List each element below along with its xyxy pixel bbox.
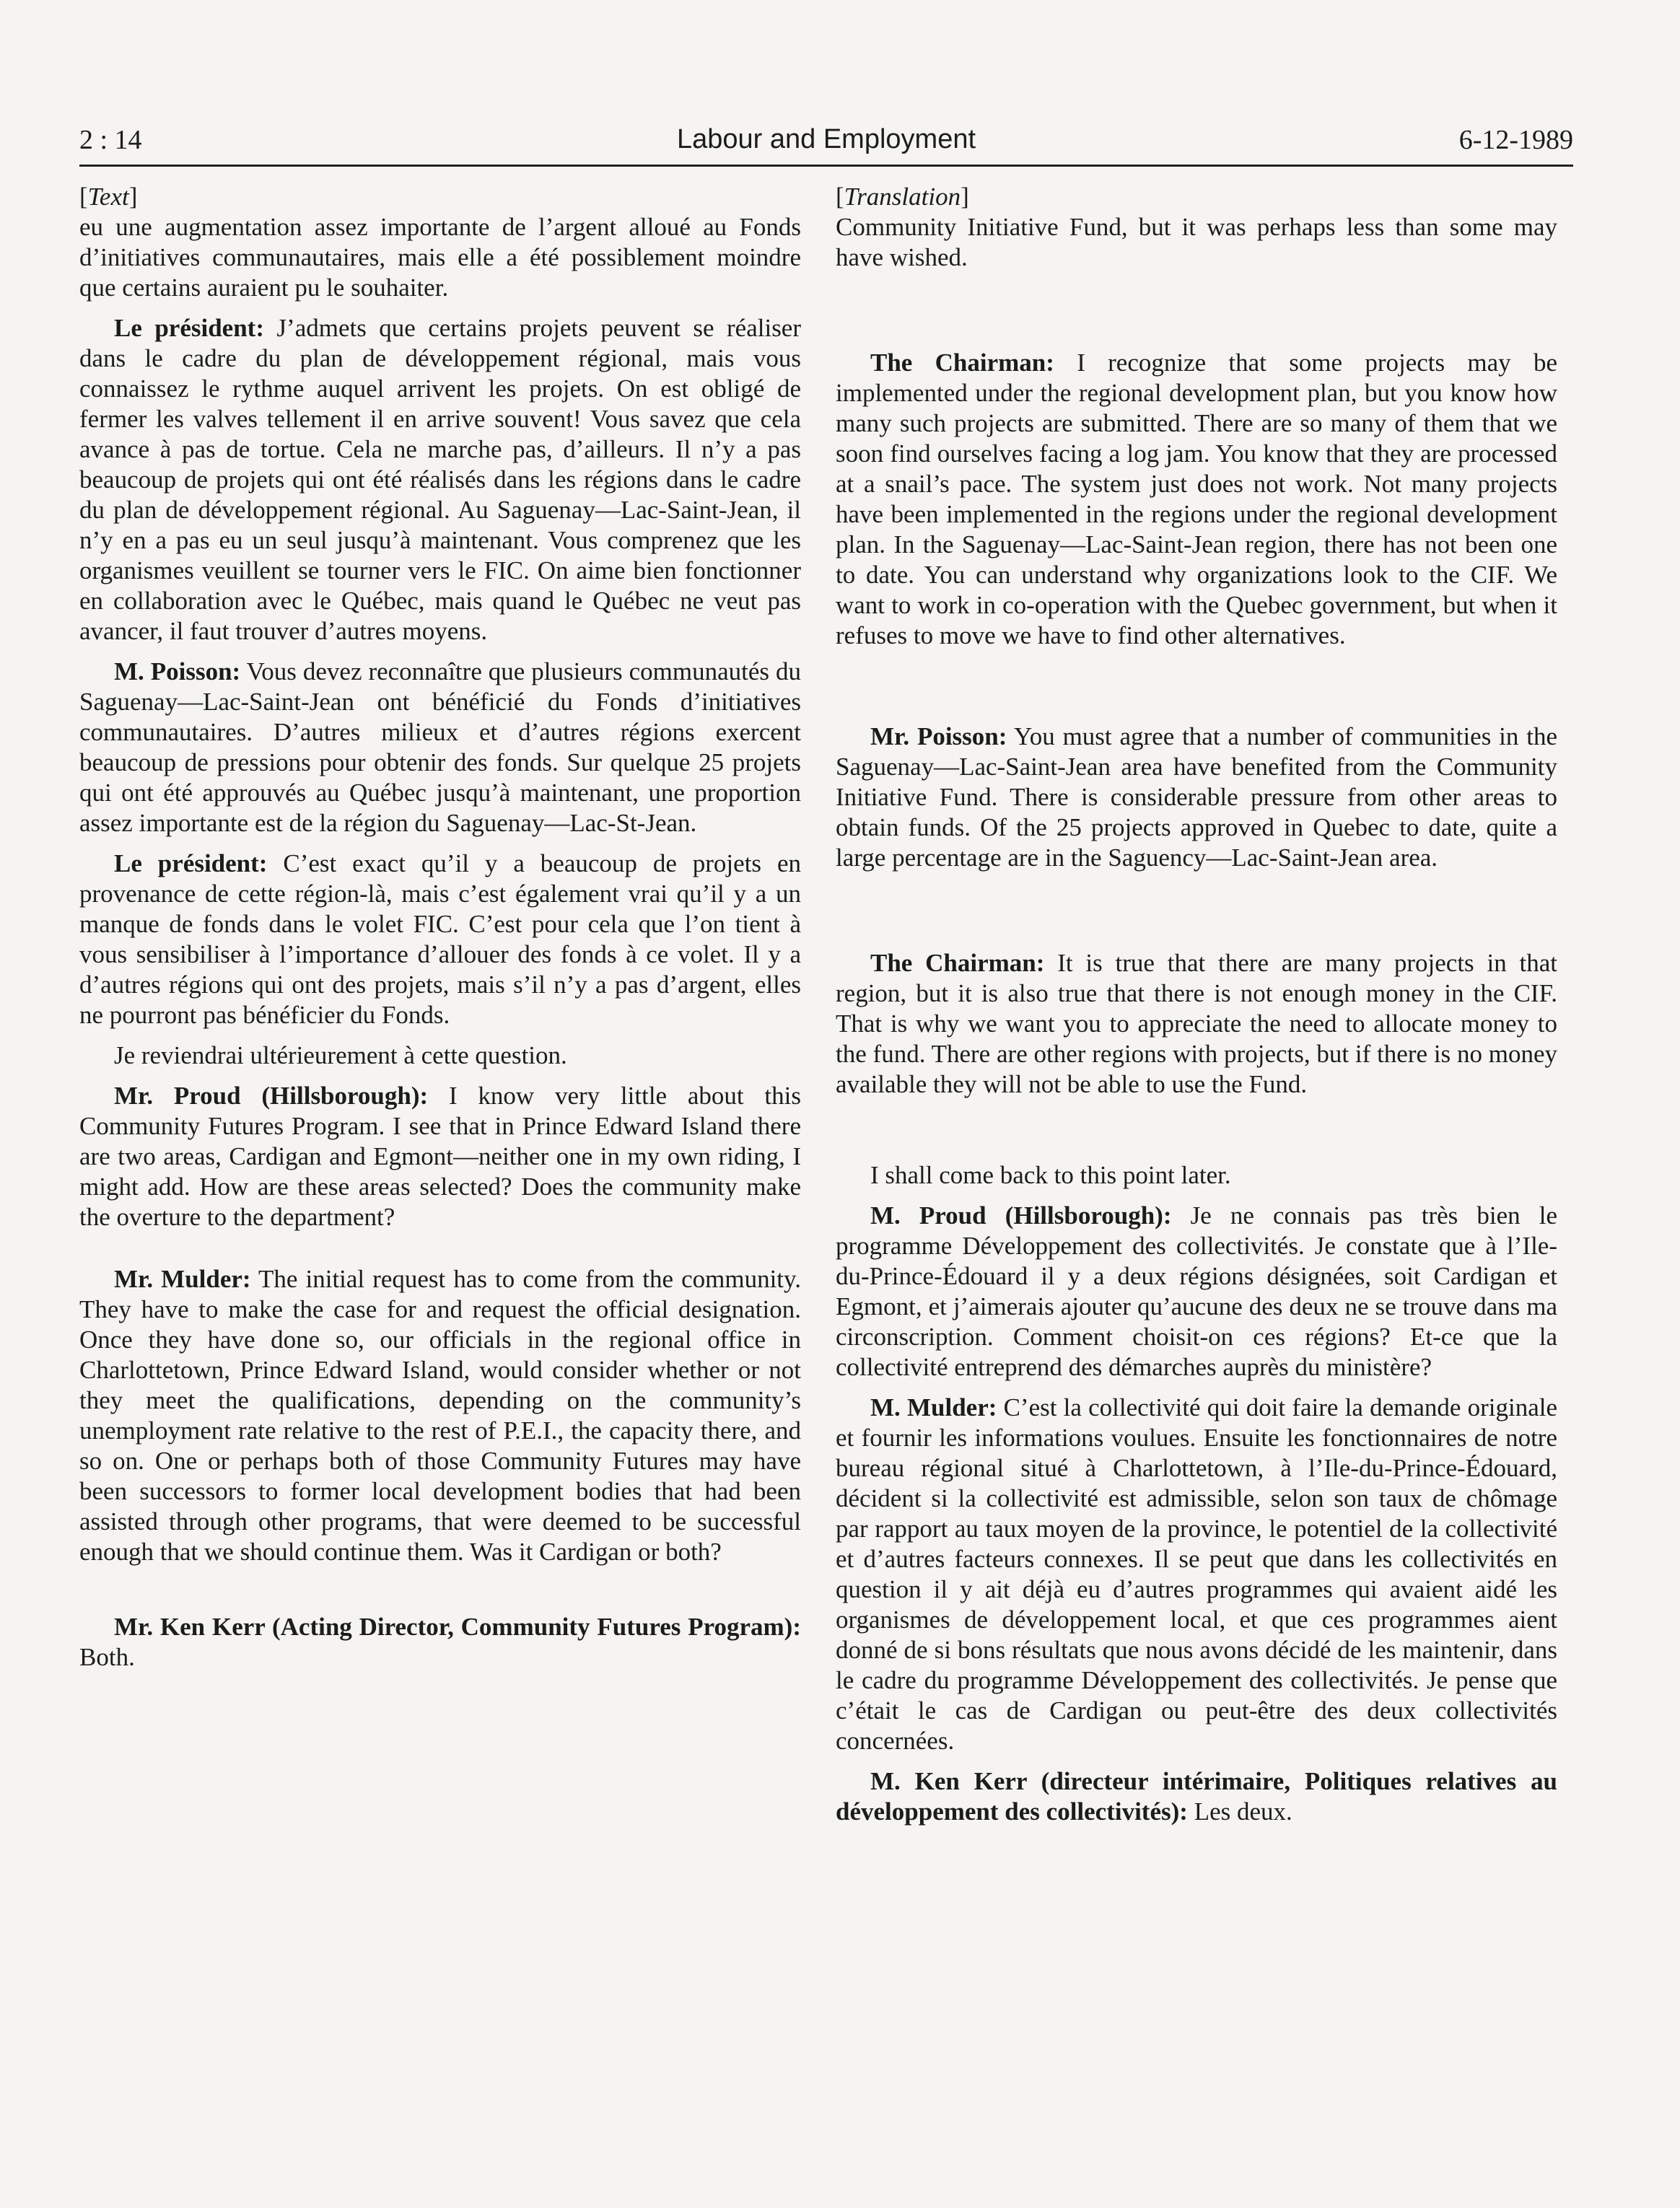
paragraph-text: C’est la collectivité qui doit faire la demande originale et fournir les informations voulues. Ensuite les fonctionnaires de notre bureau régional situé à Charlottetown, à l’Ile-du-Prince-Édouard, décident si la collectivité est admissible, selon son taux de chômage par rapport au taux moyen de la province, le potentiel de la collectivité et d’autres facteurs connexes. Il se peut que dans les collectivités en question il y ait déjà eu d’autres programmes qui avaient aidé les organismes de développement local, et que ces programmes aient donné de si bons résultats que nous avons décidé de les maintenir, dans le cadre du programme Développement des collectivités. Je pense que c’était le cas de Cardigan ou peut-être des deux collectivités concernées.: [836, 1393, 1557, 1755]
paragraph-text: Both.: [79, 1643, 135, 1671]
speaker-name: M. Ken Kerr (directeur intérimaire, Politiques relatives au développement des collectivités):: [836, 1767, 1557, 1826]
transcript-paragraph: [79, 1612, 801, 1673]
speaker-name: M. Poisson:: [114, 657, 241, 685]
transcript-paragraph: [836, 348, 1557, 651]
speaker-name: Mr. Poisson:: [870, 722, 1007, 750]
page-date: 6-12-1989: [1458, 125, 1573, 155]
right-column: [836, 182, 1557, 1837]
transcript-paragraph: [836, 212, 1557, 273]
transcript-paragraph: [79, 1041, 801, 1071]
transcript-paragraph: [79, 212, 801, 303]
speaker-name: Le président:: [114, 849, 268, 877]
speaker-name: The Chairman:: [870, 949, 1045, 977]
paragraph-text: I recognize that some projects may be implemented under the regional development plan, but you know how many such projects are submitted. There are so many of them that we soon find ourselves facing a log jam. You know that they are processed at a snail’s pace. The system just does not work. Not many projects have been implemented in the regions under the regional development plan. In the Saguenay—Lac-Saint-Jean region, there has not been one to date. You can understand why organizations look to the CIF. We want to work in co-operation with the Quebec government, but when it refuses to move we have to find other alternatives.: [836, 349, 1557, 649]
left-column: [79, 182, 801, 1683]
paragraph-text: eu une augmentation assez importante de l’argent alloué au Fonds d’initiatives communautaires, mais elle a été possiblement moindre que certains auraient pu le souhaiter.: [79, 213, 801, 302]
transcript-paragraph: [79, 849, 801, 1030]
transcript-paragraph: [79, 1081, 801, 1232]
transcript-paragraph: [836, 1201, 1557, 1383]
speaker-name: Mr. Proud (Hillsborough):: [114, 1082, 429, 1110]
transcript-paragraph: [836, 948, 1557, 1100]
transcript-paragraph: [836, 1160, 1557, 1191]
speaker-name: M. Proud (Hillsborough):: [870, 1201, 1172, 1230]
paragraph-text: The initial request has to come from the community. They have to make the case for and request the official designation. Once they have done so, our officials in the regional office in Charlottetown, Prince Edward Island, would consider whether or not they meet the qualifications, depending on the community’s unemployment rate relative to the rest of P.E.I., the capacity there, and so on. One or perhaps both of those Community Futures may have been successors to former local development bodies that had been assisted through other programs, that were deemed to be successful enough that we should continue them. Was it Cardigan or both?: [79, 1265, 801, 1566]
paragraph-text: Je ne connais pas très bien le programme Développement des collectivités. Je constate que à l’Ile-du-Prince-Édouard il y a deux régions désignées, soit Cardigan et Egmont, et j’aimerais ajouter qu’aucune des deux ne se trouve dans ma circonscription. Comment choisit-on ces régions? Et-ce que la collectivité entreprend des démarches auprès du ministère?: [836, 1201, 1558, 1381]
transcript-paragraph: [836, 722, 1557, 873]
paragraph-text: Community Initiative Fund, but it was perhaps less than some may have wished.: [836, 213, 1557, 271]
paragraph-text: I shall come back to this point later.: [870, 1161, 1231, 1189]
speaker-name: Mr. Mulder:: [114, 1265, 251, 1293]
speaker-name: The Chairman:: [870, 349, 1054, 377]
paragraph-text: You must agree that a number of communities in the Saguenay—Lac-Saint-Jean area have benefited from the Community Initiative Fund. There is considerable pressure from other areas to obtain funds. Of the 25 projects approved in Quebec to date, quite a large percentage are in the Saguencу—Lac-Saint-Jean area.: [836, 722, 1557, 872]
transcript-paragraph: [836, 1766, 1557, 1827]
running-title: Labour and Employment: [676, 124, 976, 154]
column-label-text: [Text]: [79, 183, 138, 211]
paragraph-text: Je reviendrai ultérieurement à cette question.: [114, 1041, 567, 1069]
transcript-paragraph: [79, 657, 801, 838]
speaker-name: Mr. Ken Kerr (Acting Director, Community Futures Program):: [114, 1613, 801, 1641]
paragraph-text: J’admets que certains projets peuvent se réaliser dans le cadre du plan de développement régional, mais vous connaissez le rythme auquel arrivent les projets. On est obligé de fermer les valves tellement il en arrive souvent! Vous savez que cela avance à pas de tortue. Cela ne marche pas, d’ailleurs. Il n’y a pas beaucoup de projets qui ont été réalisés dans les régions dans le cadre du plan de développement régional. Au Saguenay—Lac-Saint-Jean, il n’y en a pas eu un seul jusqu’à maintenant. Vous comprenez que les organismes veuillent se tourner vers le FIC. On aime bien fonctionner en collaboration avec le Québec, mais quand le Québec ne veut pas avancer, il faut trouver d’autres moyens.: [79, 314, 802, 645]
speaker-name: M. Mulder:: [870, 1393, 997, 1421]
page-number: 2 : 14: [79, 125, 142, 155]
paragraph-text: C’est exact qu’il y a beaucoup de projets en provenance de cette région-là, mais c’est également vrai qu’il y a un manque de fonds dans le volet FIC. C’est pour cela que l’on tient à vous sensibiliser à l’importance d’allouer des fonds à ce volet. Il y a d’autres régions qui ont des projets, mais s’il n’y a pas d’argent, elles ne pourront pas bénéficier du Fonds.: [79, 849, 801, 1029]
paragraph-text: It is true that there are many projects in that region, but it is also true that there is not enough money in the CIF. That is why we want you to appreciate the need to allocate money to the fund. There are other regions with projects, but if there is no money available they will not be able to use the Fund.: [836, 949, 1557, 1098]
column-label-translation: [Translation]: [836, 183, 969, 211]
page-header: [79, 121, 1573, 167]
paragraph-text: I know very little about this Community Futures Program. I see that in Prince Edward Island there are two areas, Cardigan and Egmont—neither one in my own riding, I might add. How are these areas selected? Does the community make the overture to the department?: [79, 1082, 801, 1231]
transcript-paragraph: [79, 313, 801, 647]
paragraph-text: Les deux.: [1187, 1797, 1292, 1826]
transcript-paragraph: [836, 1393, 1557, 1756]
paragraph-text: Vous devez reconnaître que plusieurs communautés du Saguenay—Lac-Saint-Jean ont bénéficié du Fonds d’initiatives communautaires. D’autres milieux et d’autres régions exercent beaucoup de pressions pour obtenir des fonds. Sur quelque 25 projets qui ont été approuvés au Québec jusqu’à maintenant, une proportion assez importante est de la région du Saguenay—Lac-St-Jean.: [79, 657, 801, 837]
transcript-paragraph: [79, 1264, 801, 1567]
speaker-name: Le président:: [114, 314, 264, 342]
